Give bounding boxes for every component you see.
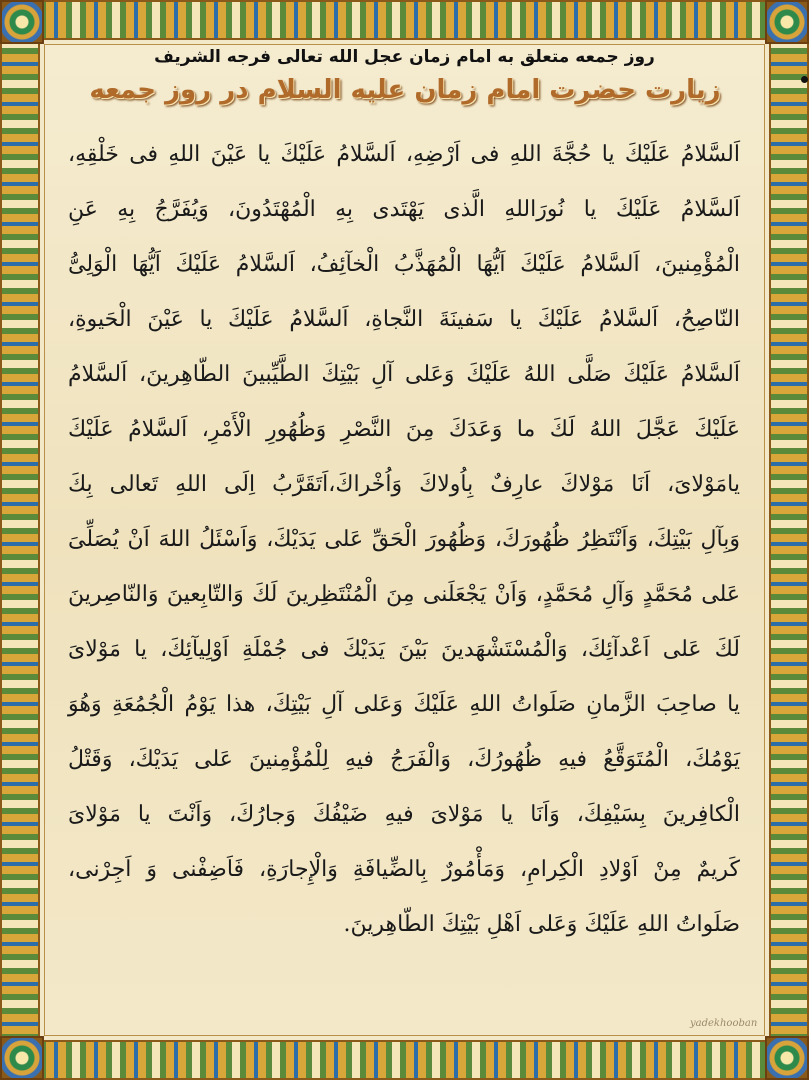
prayer-line: يامَوْلاىَ، اَنَا مَوْلاكَ عارِفٌ بِاُولاكَ وَاُخْراكَ،اَتَقَرَّبُ اِلَى اللهِ تَعالى بِكَ bbox=[68, 472, 740, 497]
corner-ornament-icon bbox=[765, 0, 809, 44]
frame-right-border bbox=[769, 40, 809, 1040]
page-title: زیارت حضرت امام زمان علیه السلام در روز جمعه bbox=[89, 75, 721, 105]
prayer-line: لَكَ عَلى اَعْدآئِكَ، وَالْمُسْتَشْهَدينَ بَيْنَ يَدَيْكَ فى جُمْلَةِ اَوْلِيآئِكَ، يا مَوْلاىَ bbox=[68, 637, 740, 662]
frame-top-border bbox=[0, 0, 809, 40]
prayer-line: صَلَواتُ اللهِ عَلَيْكَ وَعَلى اَهْلِ بَيْتِكَ الطّاهِرينَ. bbox=[343, 912, 740, 937]
frame-left-border bbox=[0, 40, 40, 1040]
corner-ornament-icon bbox=[765, 1036, 809, 1080]
prayer-line: عَلى مُحَمَّدٍ وَآلِ مُحَمَّدٍ، وَاَنْ يَجْعَلَنى مِنَ الْمُنْتَظِرينَ لَكَ وَالتّابِعينَ وَالنّاصِرينَ bbox=[68, 582, 740, 607]
prayer-line: الْمُؤْمِنينَ، اَلسَّلامُ عَلَيْكَ اَيُّهَا الْمُهَذَّبُ الْخآئِفُ، اَلسَّلامُ عَلَيْكَ اَيُّهَا الْوَلِىُّ bbox=[68, 252, 740, 277]
prayer-line: اَلسَّلامُ عَلَيْكَ يا حُجَّةَ اللهِ فى اَرْضِهِ، اَلسَّلامُ عَلَيْكَ يا عَيْنَ اللهِ فى خَلْقِهِ، bbox=[68, 142, 740, 167]
corner-ornament-icon bbox=[0, 0, 44, 44]
watermark: yadekhooban bbox=[690, 1018, 758, 1029]
bullet-dot-icon bbox=[801, 76, 808, 83]
prayer-line: كَريمٌ مِنْ اَوْلادِ الْكِرامِ، وَمَأْمُورٌ بِالضِّيافَةِ وَالْإِجارَةِ، فَاَضِفْنى وَ اَجِرْنى، bbox=[68, 857, 740, 882]
prayer-line: النّاصِحُ، اَلسَّلامُ عَلَيْكَ يا سَفينَةَ النَّجاةِ، اَلسَّلامُ عَلَيْكَ يا عَيْنَ الْحَيوةِ، bbox=[68, 307, 740, 332]
prayer-text bbox=[68, 120, 740, 945]
prayer-line: الْكافِرينَ بِسَيْفِكَ، وَاَنَا يا مَوْلاىَ فيهِ ضَيْفُكَ وَجارُكَ، وَاَنْتَ يا مَوْلاىَ bbox=[68, 802, 740, 827]
prayer-line: يَوْمُكَ، الْمُتَوَقَّعُ فيهِ ظُهُورُكَ، وَالْفَرَجُ فيهِ لِلْمُؤْمِنينَ عَلى يَدَيْكَ، وَقَتْلُ bbox=[68, 747, 740, 772]
prayer-line: وَبِآلِ بَيْتِكَ، وَاَنْتَظِرُ ظُهُورَكَ، وَظُهُورَ الْحَقِّ عَلى يَدَيْكَ، وَاَسْئَلُ اللهَ اَنْ يُصَلِّىَ bbox=[68, 527, 740, 552]
corner-ornament-icon bbox=[0, 1036, 44, 1080]
prayer-line: اَلسَّلامُ عَلَيْكَ صَلَّى اللهُ عَلَيْكَ وَعَلى آلِ بَيْتِكَ الطَّيِّبينَ الطّاهِرينَ، اَلسَّلامُ bbox=[68, 362, 740, 387]
prayer-line: يا صاحِبَ الزَّمانِ صَلَواتُ اللهِ عَلَيْكَ وَعَلى آلِ بَيْتِكَ، هذا يَوْمُ الْجُمُعَةِ وَهُوَ bbox=[68, 692, 740, 717]
prayer-line: اَلسَّلامُ عَلَيْكَ يا نُورَاللهِ الَّذى يَهْتَدى بِهِ الْمُهْتَدُونَ، وَيُفَرَّجُ بِهِ عَنِ bbox=[68, 197, 740, 222]
frame-bottom-border bbox=[0, 1040, 809, 1080]
prayer-line: عَلَيْكَ عَجَّلَ اللهُ لَكَ ما وَعَدَكَ مِنَ النَّصْرِ وَظُهُورِ الْأَمْرِ، اَلسَّلامُ عَلَيْكَ bbox=[68, 417, 740, 442]
header-subtitle: روز جمعه متعلق به امام زمان عجل الله تعالی فرجه الشریف bbox=[154, 47, 655, 67]
